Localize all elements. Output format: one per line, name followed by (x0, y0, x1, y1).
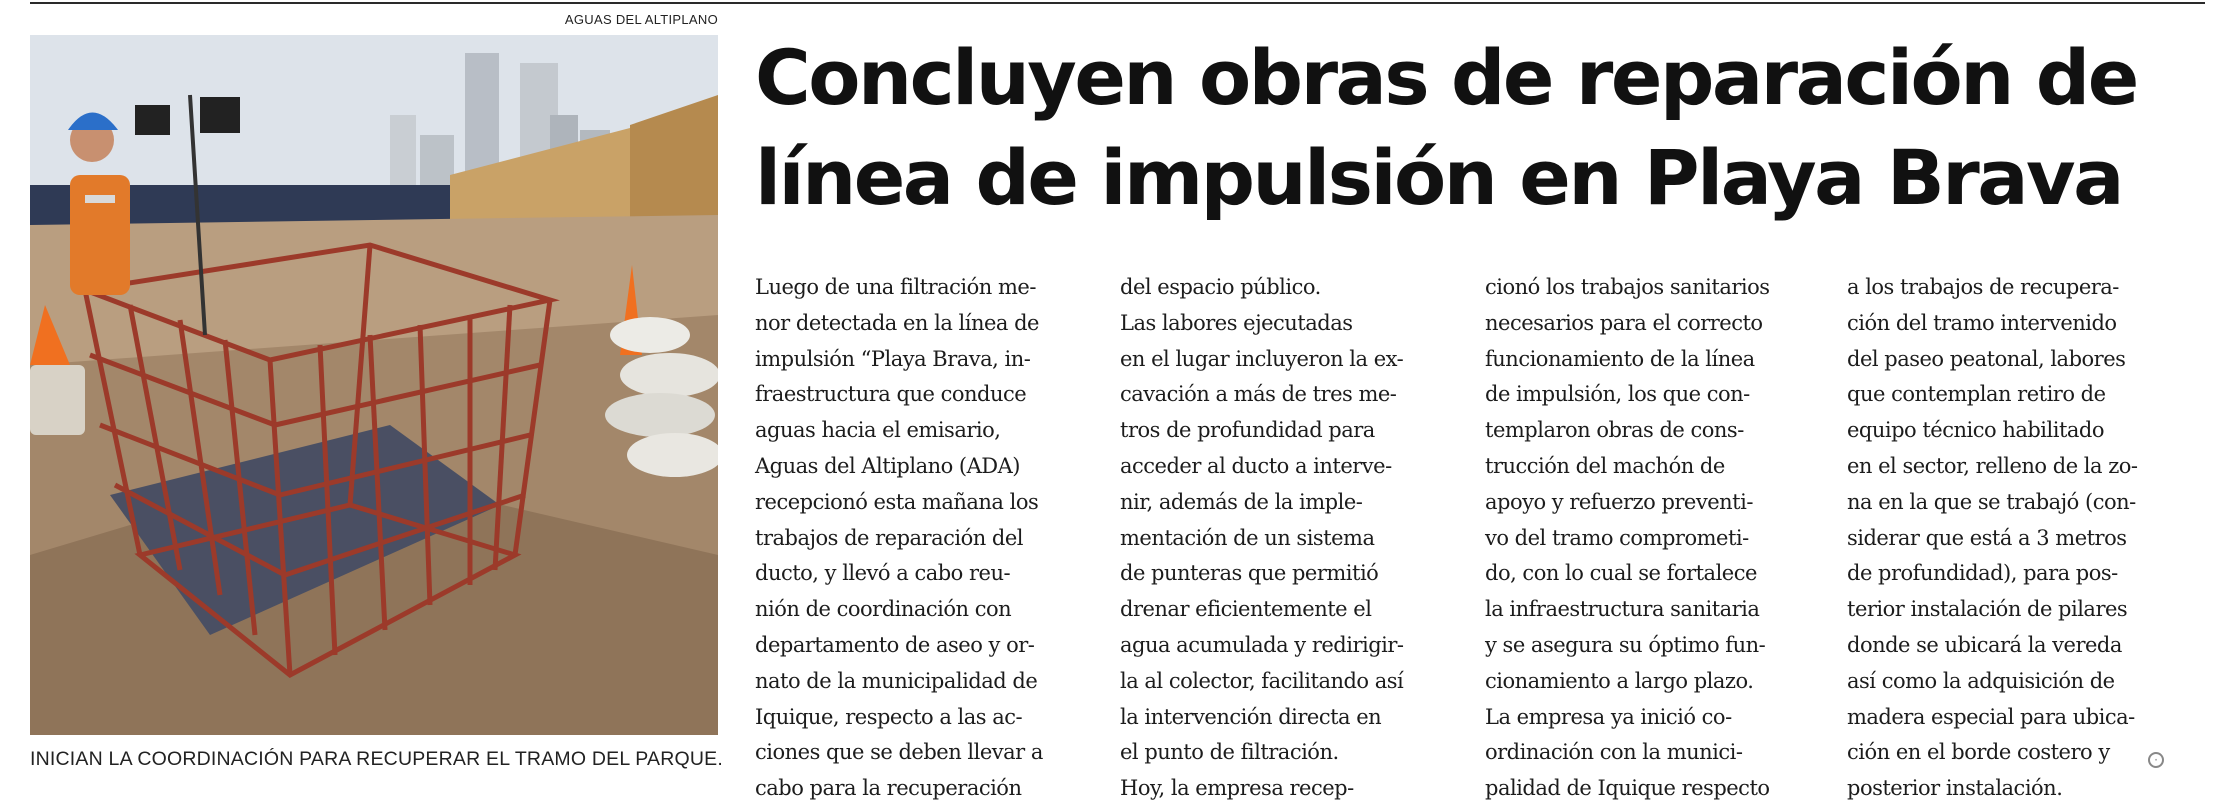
text-line: nor detectada en la línea de (755, 310, 1039, 335)
text-line: posterior instalación. (1847, 776, 2063, 801)
top-rule (30, 2, 2205, 4)
text-line: funcionamiento de la línea (1485, 346, 1755, 371)
text-line: Aguas del Altiplano (ADA) (755, 453, 1020, 478)
text-line: de profundidad), para pos- (1847, 561, 2118, 586)
text-line: ordinación con la munici- (1485, 740, 1743, 765)
text-line: vo del tramo comprometi- (1485, 525, 1749, 550)
text-line: la infraestructura sanitaria (1485, 597, 1760, 622)
text-line: trabajos de reparación del (755, 525, 1024, 550)
text-line: aguas hacia el emisario, (755, 418, 1001, 443)
text-line: nato de la municipalidad de (755, 668, 1038, 693)
text-line: departamento de aseo y or- (755, 632, 1035, 657)
article-photo (30, 35, 718, 735)
text-line: templaron obras de cons- (1485, 418, 1744, 443)
headline-line-2: línea de impulsión en Playa Brava (755, 133, 2122, 222)
text-line: apoyo y refuerzo preventi- (1485, 489, 1753, 514)
text-line: trucción del machón de (1485, 453, 1725, 478)
text-line: y se asegura su óptimo fun- (1485, 632, 1766, 657)
text-line: impulsión “Playa Brava, in- (755, 346, 1031, 371)
text-line: la intervención directa en (1120, 704, 1382, 729)
text-line: que contemplan retiro de (1847, 382, 2106, 407)
text-line: nión de coordinación con (755, 597, 1012, 622)
text-line: do, con lo cual se fortalece (1485, 561, 1757, 586)
text-line: Iquique, respecto a las ac- (755, 704, 1023, 729)
text-line: cavación a más de tres me- (1120, 382, 1397, 407)
text-line: drenar eficientemente el (1120, 597, 1372, 622)
article-column-3 (1485, 270, 1815, 801)
article-column-4 (1847, 270, 2177, 801)
text-line: Las labores ejecutadas (1120, 310, 1353, 335)
text-line: La empresa ya inició co- (1485, 704, 1732, 729)
text-line: tros de profundidad para (1120, 418, 1375, 443)
photo-caption: INICIAN LA COORDINACIÓN PARA RECUPERAR EL TRAMO DEL PARQUE. (30, 748, 723, 770)
text-line: terior instalación de pilares (1847, 597, 2128, 622)
end-of-article-icon: · (2148, 752, 2164, 768)
text-line: na en la que se trabajó (con- (1847, 489, 2136, 514)
text-line: equipo técnico habilitado (1847, 418, 2105, 443)
text-line: acceder al ducto a interve- (1120, 453, 1392, 478)
text-line: a los trabajos de recupera- (1847, 275, 2119, 299)
text-line: ción en el borde costero y (1847, 740, 2110, 765)
text-line: siderar que está a 3 metros (1847, 525, 2127, 550)
text-line: fraestructura que conduce (755, 382, 1027, 407)
text-line: la al colector, facilitando así (1120, 668, 1404, 693)
text-line: en el sector, relleno de la zo- (1847, 453, 2138, 478)
text-line: madera especial para ubica- (1847, 704, 2135, 729)
text-line: en el lugar incluyeron la ex- (1120, 346, 1404, 371)
text-line: mentación de un sistema (1120, 525, 1375, 550)
text-line: así como la adquisición de (1847, 668, 2115, 693)
text-line: el punto de filtración. (1120, 740, 1339, 765)
article-column-2 (1120, 270, 1450, 801)
text-line: cionó los trabajos sanitarios (1485, 275, 1770, 299)
text-line: Hoy, la empresa recep- (1120, 776, 1354, 801)
text-line: agua acumulada y redirigir- (1120, 632, 1404, 657)
text-line: ducto, y llevó a cabo reu- (755, 561, 1011, 586)
text-line: palidad de Iquique respecto (1485, 776, 1770, 801)
text-line: cabo para la recuperación (755, 776, 1022, 801)
text-line: Luego de una filtración me- (755, 275, 1036, 299)
text-line: del paseo peatonal, labores (1847, 346, 2126, 371)
text-line: cionamiento a largo plazo. (1485, 668, 1754, 693)
photo-credit: AGUAS DEL ALTIPLANO (564, 12, 718, 27)
text-line: donde se ubicará la vereda (1847, 632, 2122, 657)
headline-line-1: Concluyen obras de reparación de (755, 33, 2137, 122)
text-line: ciones que se deben llevar a (755, 740, 1043, 765)
text-line: recepcionó esta mañana los (755, 489, 1039, 514)
article-column-1 (755, 270, 1085, 801)
text-line: del espacio público. (1120, 275, 1321, 299)
headline (755, 28, 2205, 228)
text-line: de punteras que permitió (1120, 561, 1379, 586)
text-line: nir, además de la imple- (1120, 489, 1363, 514)
text-line: ción del tramo intervenido (1847, 310, 2117, 335)
text-line: de impulsión, los que con- (1485, 382, 1750, 407)
text-line: necesarios para el correcto (1485, 310, 1763, 335)
